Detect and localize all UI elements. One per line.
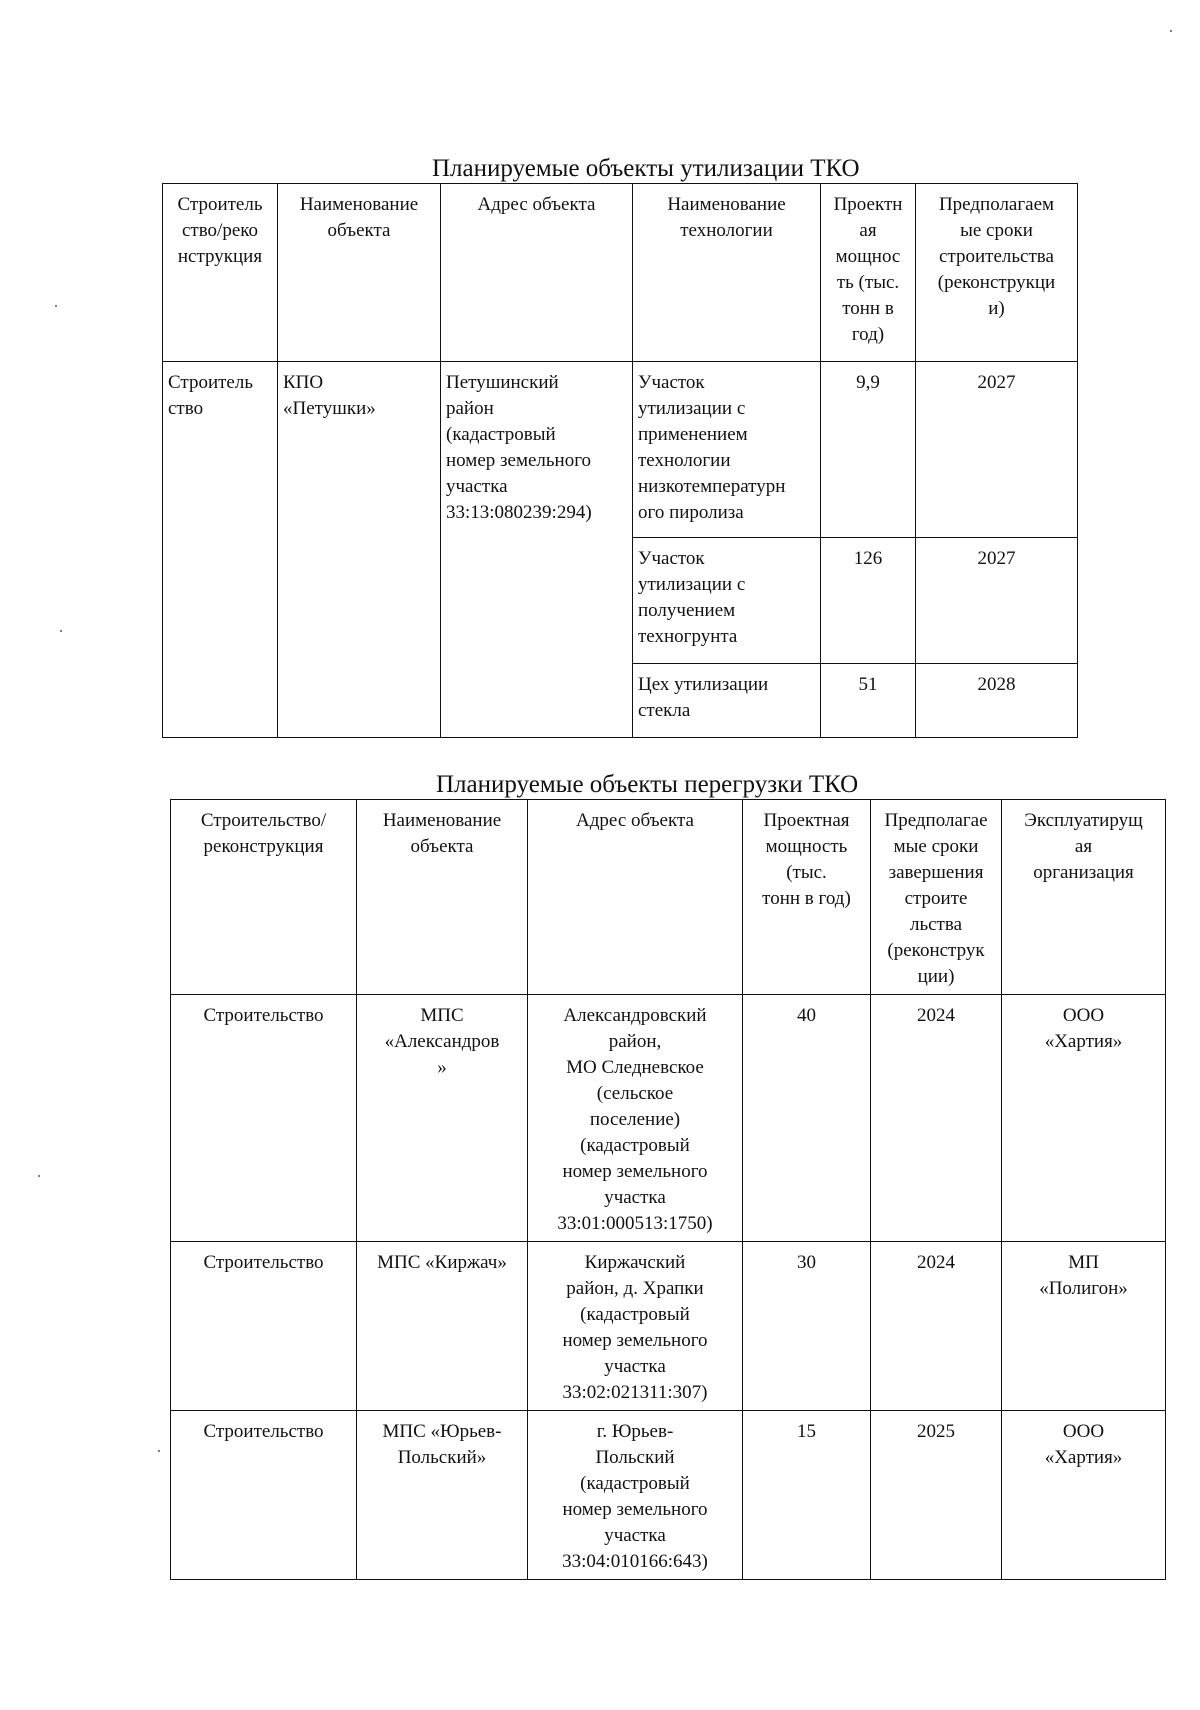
header-object-name: Наименование объекта xyxy=(357,800,528,995)
cell-term: 2024 xyxy=(871,1242,1002,1411)
header-term: Предполагаем ые сроки строительства (реконструкци и) xyxy=(916,184,1078,362)
cell-operator: ООО «Хартия» xyxy=(1002,995,1166,1242)
cell-capacity: 40 xyxy=(743,995,871,1242)
cell-technology: Участок утилизации с получением техногрунта xyxy=(633,538,821,664)
scan-speck xyxy=(60,630,62,632)
header-capacity: Проектн ая мощнос ть (тыс. тонн в год) xyxy=(821,184,916,362)
transfer-table xyxy=(170,799,1166,1580)
scan-speck xyxy=(38,1175,40,1177)
header-object-address: Адрес объекта xyxy=(528,800,743,995)
cell-object-address: Киржачский район, д. Храпки (кадастровый номер земельного участка 33:02:021311:307) xyxy=(528,1242,743,1411)
scan-speck xyxy=(1170,30,1172,32)
cell-term: 2028 xyxy=(916,664,1078,738)
cell-construction-type: Строительство xyxy=(171,1411,357,1580)
cell-construction-type: Строительство xyxy=(171,995,357,1242)
header-capacity: Проектная мощность (тыс. тонн в год) xyxy=(743,800,871,995)
cell-object-name: МПС «Юрьев- Польский» xyxy=(357,1411,528,1580)
cell-term: 2025 xyxy=(871,1411,1002,1580)
transfer-header-row xyxy=(171,800,1166,995)
header-object-name: Наименование объекта xyxy=(278,184,441,362)
scan-speck xyxy=(158,1450,160,1452)
cell-operator: МП «Полигон» xyxy=(1002,1242,1166,1411)
cell-object-name: МПС «Александров » xyxy=(357,995,528,1242)
cell-construction-type: Строитель ство xyxy=(163,362,278,738)
cell-capacity: 9,9 xyxy=(821,362,916,538)
utilization-table-title: Планируемые объекты утилизации ТКО xyxy=(432,155,860,182)
cell-technology: Цех утилизации стекла xyxy=(633,664,821,738)
cell-object-address: г. Юрьев- Польский (кадастровый номер земельного участка 33:04:010166:643) xyxy=(528,1411,743,1580)
scan-speck xyxy=(55,305,57,307)
header-object-address: Адрес объекта xyxy=(441,184,633,362)
cell-object-address: Александровский район, МО Следневское (сельское поселение) (кадастровый номер земельного участка 33:01:000513:1750) xyxy=(528,995,743,1242)
cell-object-name: МПС «Киржач» xyxy=(357,1242,528,1411)
cell-term: 2024 xyxy=(871,995,1002,1242)
cell-term: 2027 xyxy=(916,538,1078,664)
table-row xyxy=(171,995,1166,1242)
table-row xyxy=(171,1411,1166,1580)
cell-capacity: 15 xyxy=(743,1411,871,1580)
header-term: Предполагае мые сроки завершения строите льства (реконструк ции) xyxy=(871,800,1002,995)
cell-technology: Участок утилизации с применением технологии низкотемпературн ого пиролиза xyxy=(633,362,821,538)
cell-term: 2027 xyxy=(916,362,1078,538)
header-technology: Наименование технологии xyxy=(633,184,821,362)
table-row xyxy=(171,1242,1166,1411)
cell-capacity: 126 xyxy=(821,538,916,664)
header-operator: Эксплуатирущ ая организация xyxy=(1002,800,1166,995)
header-construction-type: Строительство/ реконструкция xyxy=(171,800,357,995)
cell-object-address: Петушинский район (кадастровый номер земельного участка 33:13:080239:294) xyxy=(441,362,633,738)
cell-operator: ООО «Хартия» xyxy=(1002,1411,1166,1580)
cell-construction-type: Строительство xyxy=(171,1242,357,1411)
header-construction-type: Строитель ство/реко нструкция xyxy=(163,184,278,362)
utilization-header-row xyxy=(163,184,1078,362)
transfer-table-title: Планируемые объекты перегрузки ТКО xyxy=(436,771,859,798)
cell-object-name: КПО «Петушки» xyxy=(278,362,441,738)
cell-capacity: 30 xyxy=(743,1242,871,1411)
utilization-table xyxy=(162,183,1078,738)
table-row xyxy=(163,362,1078,538)
cell-capacity: 51 xyxy=(821,664,916,738)
